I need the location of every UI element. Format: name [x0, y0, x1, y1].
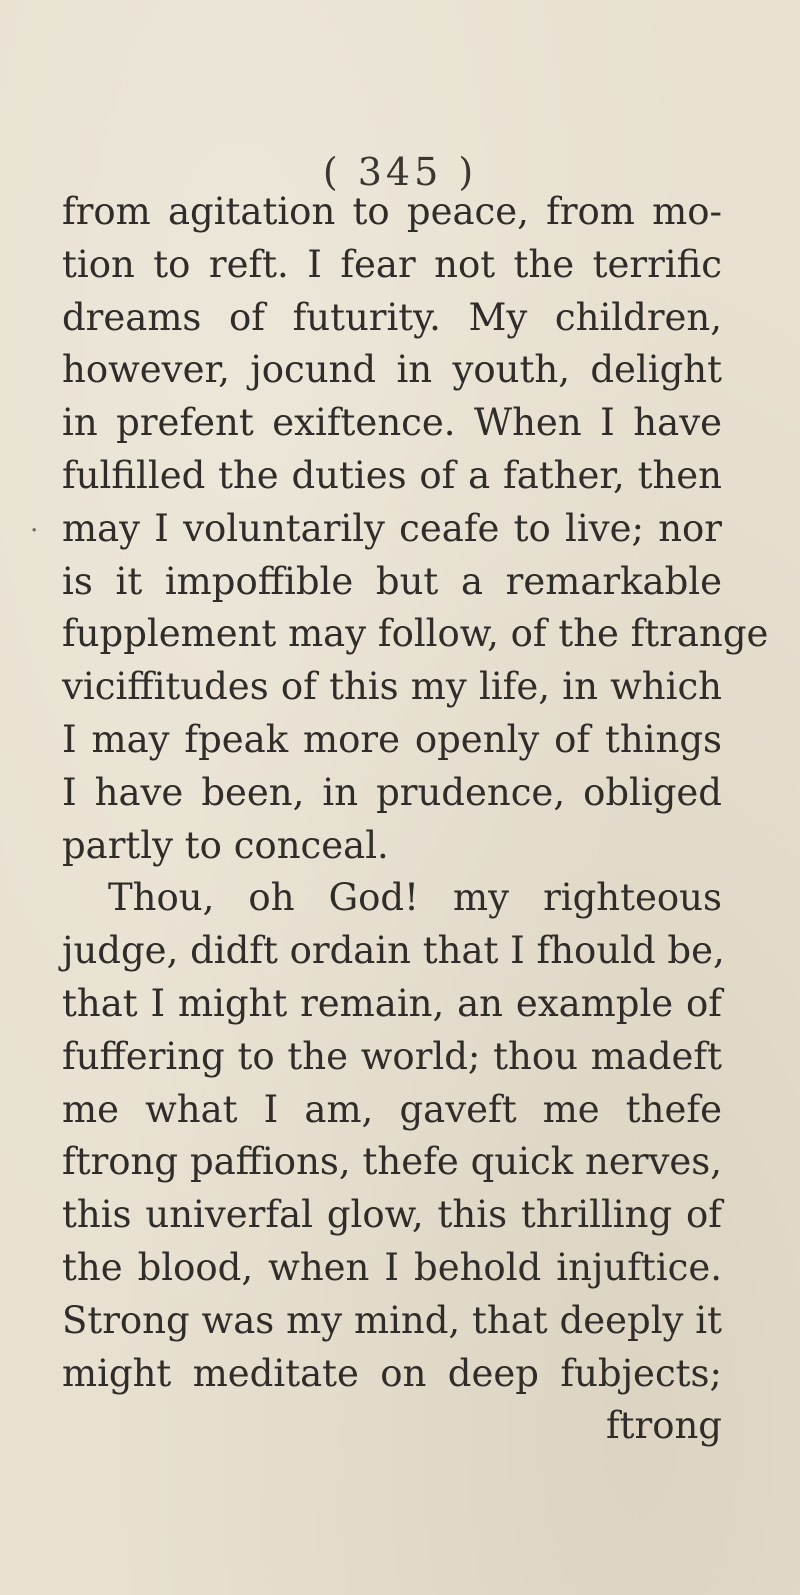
text-line: that I might remain, an example of: [62, 981, 722, 1025]
text-line: fuffering to the world; thou madeft: [62, 1034, 722, 1078]
text-line: Strong was my mind, that deeply it: [62, 1298, 722, 1342]
text-line: I have been, in prudence, obliged: [62, 770, 722, 814]
page-number: ( 345 ): [322, 150, 478, 194]
text-line: dreams of futurity. My children,: [62, 295, 722, 339]
text-line: I may fpeak more openly of things: [62, 717, 722, 761]
text-line: Thou, oh God! my righteous: [108, 876, 722, 920]
text-line: however, jocund in youth, delight: [62, 348, 722, 392]
text-line: fulfilled the duties of a father, then: [62, 453, 722, 497]
text-line: in prefent exiftence. When I have: [62, 401, 722, 445]
text-line: from agitation to peace, from mo-: [62, 190, 722, 233]
catchword: ftrong: [605, 1404, 722, 1448]
text-line: me what I am, gaveft me thefe: [62, 1087, 722, 1131]
text-line: is it impoffible but a remarkable: [62, 559, 722, 603]
text-line: tion to reft. I fear not the terrific: [62, 242, 722, 286]
text-line: ftrong paffions, thefe quick nerves,: [62, 1140, 722, 1184]
text-line: fupplement may follow, of the ftrange: [62, 612, 769, 656]
text-line: viciffitudes of this my life, in which: [62, 665, 722, 709]
text-line: judge, didft ordain that I fhould be,: [62, 929, 725, 973]
text-line: the blood, when I behold injuftice.: [62, 1245, 722, 1289]
margin-mark: .: [30, 508, 39, 538]
text-line: may I voluntarily ceafe to live; nor: [62, 506, 722, 550]
body-text: [62, 186, 769, 1453]
text-line: might meditate on deep fubjects;: [62, 1351, 722, 1395]
text-line: partly to conceal.: [62, 823, 389, 867]
text-line: this univerfal glow, this thrilling of: [62, 1193, 722, 1237]
